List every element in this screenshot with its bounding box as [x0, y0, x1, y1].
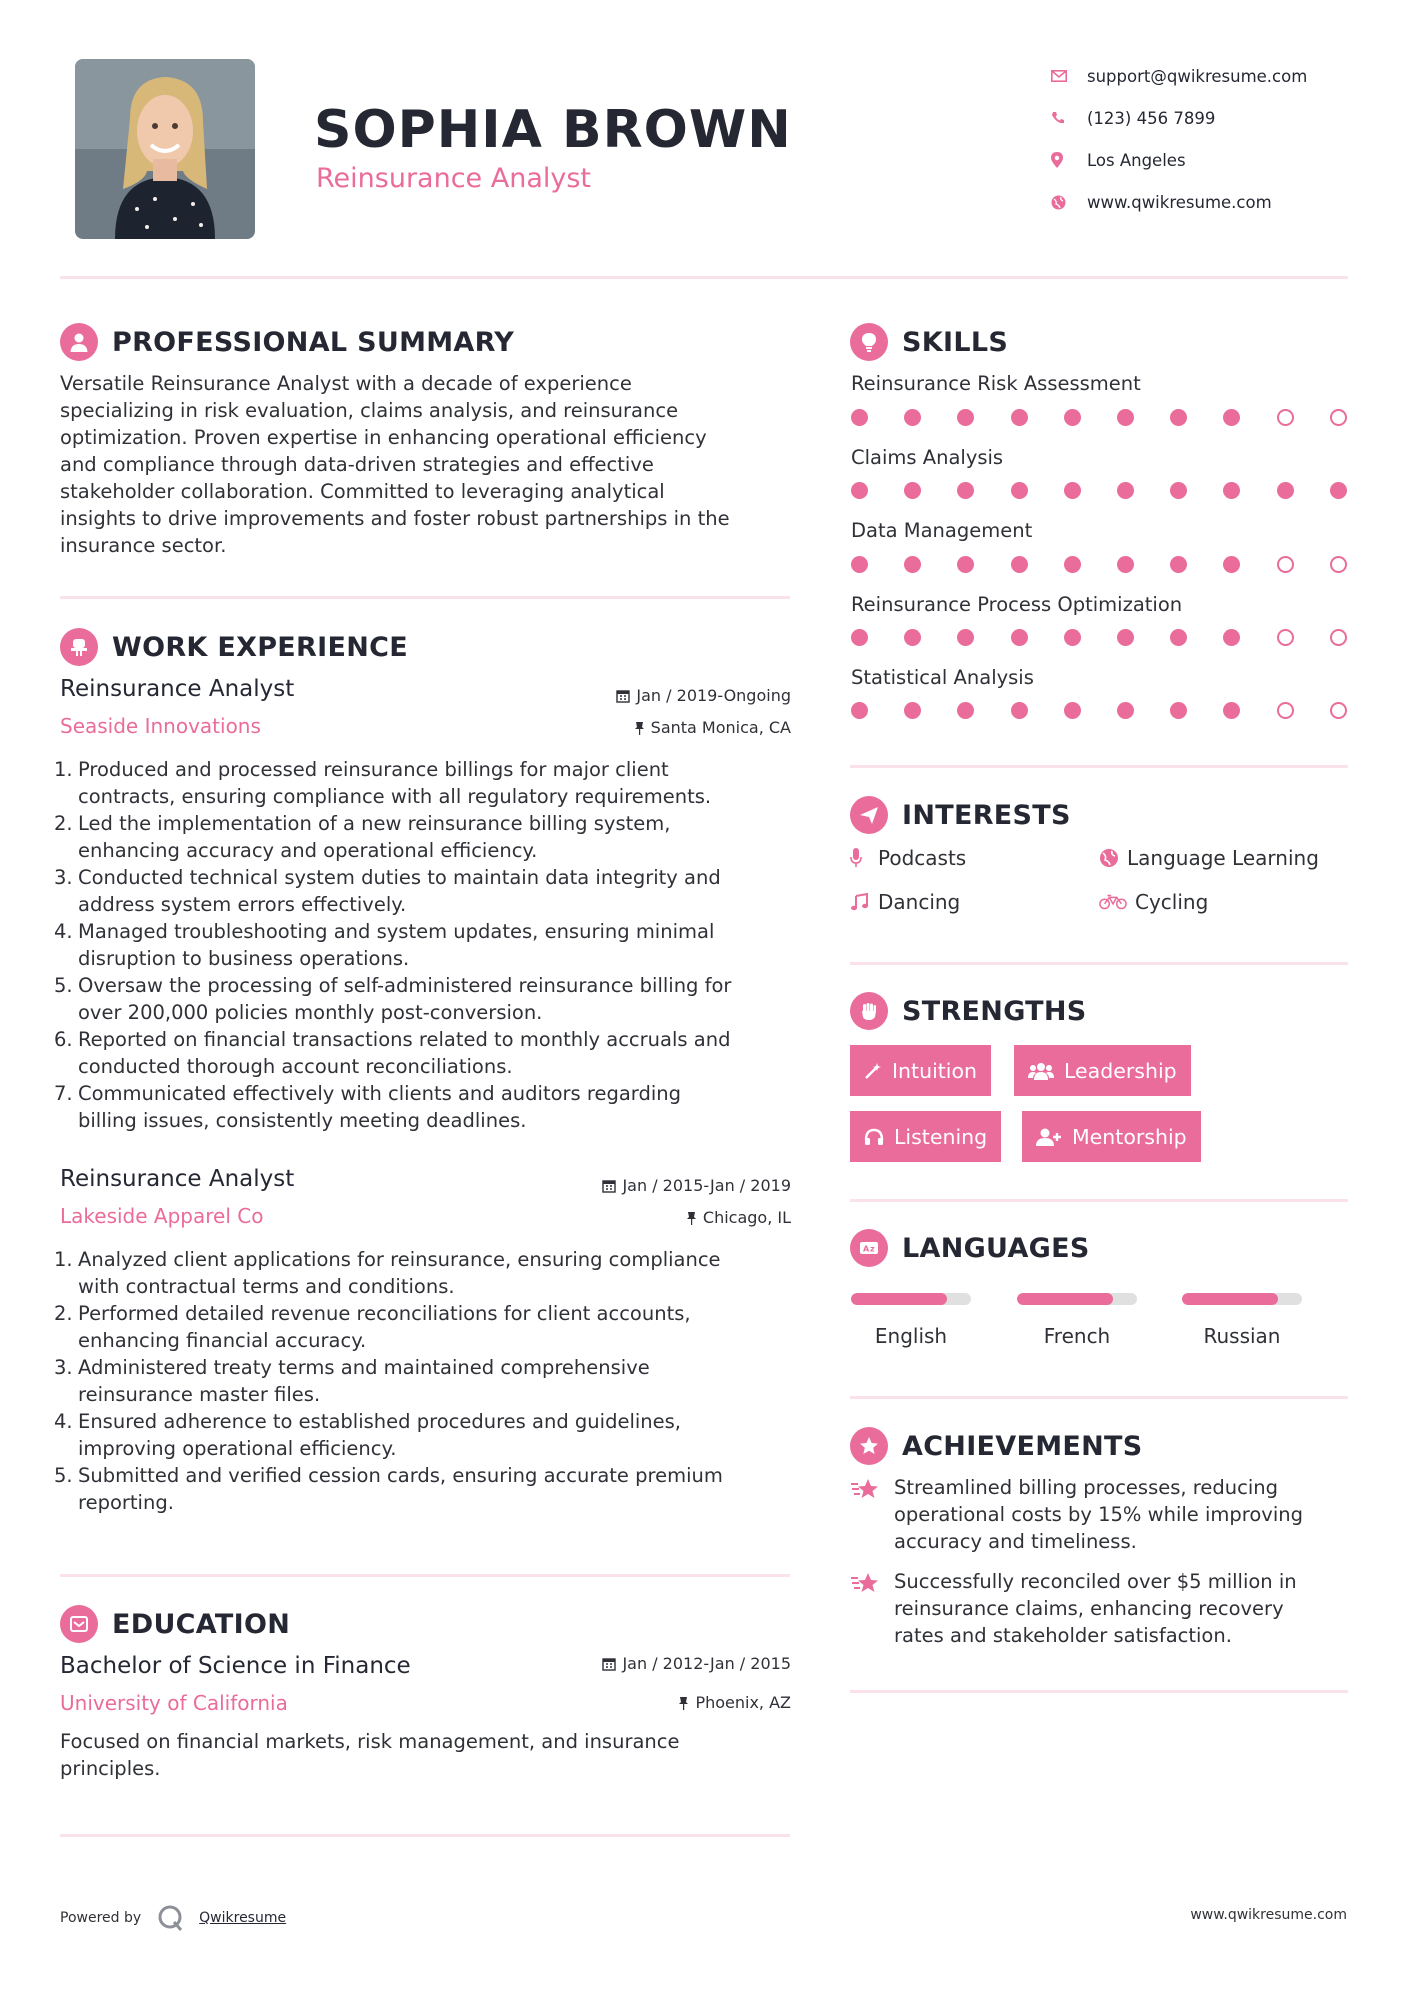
rating-dot-filled — [1064, 629, 1081, 646]
job-company: Lakeside Apparel Co — [60, 1204, 264, 1228]
rating-dot-empty — [1277, 629, 1294, 646]
graduation-icon — [60, 1605, 98, 1643]
rating-dot-filled — [904, 482, 921, 499]
rating-dot-filled — [1170, 556, 1187, 573]
list-item: 3. Conducted technical system duties to maintain data integrity and address system errors effectively. — [54, 866, 721, 916]
rating-dot-filled — [1117, 409, 1134, 426]
website-text: www.qwikresume.com — [1087, 192, 1272, 212]
language-level-bar — [1182, 1293, 1302, 1305]
job-duties — [54, 1246, 800, 1516]
rating-dot-filled — [957, 702, 974, 719]
rating-dot-filled — [1011, 702, 1028, 719]
list-item: 4. Managed troubleshooting and system updates, ensuring minimal disruption to business operations. — [54, 920, 715, 970]
rating-dot-filled — [1117, 629, 1134, 646]
envelope-icon — [1051, 70, 1087, 82]
job-company: Seaside Innovations — [60, 714, 261, 738]
rating-dot-filled — [1170, 409, 1187, 426]
rating-dot-filled — [851, 409, 868, 426]
rating-dot-filled — [957, 409, 974, 426]
rating-dot-empty — [1277, 556, 1294, 573]
skill-label: Reinsurance Process Optimization — [851, 593, 1183, 616]
interest-item: Podcasts — [850, 846, 966, 870]
rating-dot-filled — [851, 482, 868, 499]
language-name: English — [874, 1324, 948, 1348]
user-plus-icon — [1036, 1128, 1062, 1146]
email-text: support@qwikresume.com — [1087, 66, 1308, 86]
interests-divider — [850, 962, 1348, 965]
interest-item: Language Learning — [1099, 846, 1319, 870]
strengths-divider — [850, 1199, 1348, 1202]
list-item: 1. Produced and processed reinsurance billings for major client contracts, ensuring compliance with all regulatory requirements. — [54, 758, 712, 808]
achievements-heading: ACHIEVEMENTS — [850, 1427, 1143, 1465]
contact-email[interactable] — [1051, 55, 1371, 97]
headphones-icon — [864, 1128, 884, 1146]
rating-dot-empty — [1330, 702, 1347, 719]
summary-text: Versatile Reinsurance Analyst with a decade of experience specializing in risk evaluation, claims analysis, and reinsurance optimization. Proven expertise in enhancing operational efficiency and compliance through data-driven strategies and effective stakeholder collaboration. Committed to leveraging analytical insights to drive improvements and foster robust partnerships in the insurance sector. — [60, 372, 730, 557]
job-location: Santa Monica, CA — [634, 718, 791, 737]
phone-text: (123) 456 7899 — [1087, 108, 1216, 128]
education-heading: EDUCATION — [60, 1605, 290, 1643]
contact-phone[interactable] — [1051, 97, 1371, 139]
list-item: 2. Performed detailed revenue reconciliations for client accounts, enhancing financial accuracy. — [54, 1302, 691, 1352]
rating-dot-filled — [904, 556, 921, 573]
strengths-heading: STRENGTHS — [850, 992, 1087, 1030]
calendar-icon — [602, 1657, 616, 1671]
strength-tag: Listening — [850, 1111, 1001, 1162]
list-item: 5. Submitted and verified cession cards, ensuring accurate premium reporting. — [54, 1464, 723, 1514]
rating-dot-filled — [1330, 482, 1347, 499]
map-pin-icon — [1051, 152, 1087, 168]
list-item: 1. Analyzed client applications for reinsurance, ensuring compliance with contractual terms and conditions. — [54, 1248, 721, 1298]
strength-tag: Intuition — [850, 1045, 991, 1096]
strength-tag: Leadership — [1014, 1045, 1191, 1096]
contact-website[interactable] — [1051, 181, 1371, 223]
briefcase-icon — [60, 628, 98, 666]
languages-heading: A z LANGUAGES — [850, 1229, 1090, 1267]
achievement-item: Successfully reconciled over $5 million in reinsurance claims, enhancing recovery rates and stakeholder satisfaction. — [850, 1568, 1348, 1649]
contact-location — [1051, 139, 1371, 181]
skill-rating — [851, 482, 1383, 499]
pushpin-icon — [686, 1211, 697, 1225]
job-date: Jan / 2019-Ongoing — [616, 686, 791, 705]
rating-dot-filled — [957, 556, 974, 573]
rating-dot-filled — [957, 482, 974, 499]
summary-divider — [60, 596, 790, 599]
language-icon — [850, 1229, 888, 1267]
rating-dot-filled — [904, 702, 921, 719]
rating-dot-filled — [1064, 409, 1081, 426]
paper-plane-icon — [850, 796, 888, 834]
skills-divider — [850, 765, 1348, 768]
music-note-icon — [850, 893, 878, 911]
footer-website[interactable]: www.qwikresume.com — [1190, 1907, 1347, 1923]
profile-photo — [75, 59, 255, 239]
rating-dot-empty — [1330, 409, 1347, 426]
rating-dot-filled — [1223, 702, 1240, 719]
rating-dot-empty — [1277, 409, 1294, 426]
languages-divider — [850, 1396, 1348, 1399]
users-icon — [1028, 1062, 1054, 1080]
rating-dot-filled — [1170, 629, 1187, 646]
footer-powered-by: Powered by Qwikresume — [60, 1904, 286, 1932]
language-name: Russian — [1203, 1324, 1281, 1348]
fist-icon — [850, 992, 888, 1030]
svg-text:A: A — [863, 1244, 870, 1254]
skills-heading: SKILLS — [850, 323, 1008, 361]
rating-dot-filled — [904, 629, 921, 646]
qwikresume-logo-icon — [157, 1904, 185, 1932]
list-item: 6. Reported on financial transactions related to monthly accruals and conducted thorough account reconciliations. — [54, 1028, 731, 1078]
rating-dot-filled — [1064, 702, 1081, 719]
education-divider — [60, 1834, 790, 1837]
pushpin-icon — [678, 1696, 689, 1710]
skill-label: Statistical Analysis — [851, 666, 1034, 689]
job-location: Chicago, IL — [686, 1208, 791, 1227]
rating-dot-filled — [851, 629, 868, 646]
experience-divider — [60, 1574, 790, 1577]
rating-dot-filled — [1117, 702, 1134, 719]
calendar-icon — [616, 689, 630, 703]
rating-dot-filled — [957, 629, 974, 646]
experience-heading: WORK EXPERIENCE — [60, 628, 408, 666]
calendar-icon — [602, 1179, 616, 1193]
list-item: 5. Oversaw the processing of self-administered reinsurance billing for over 200,000 policies monthly post-conversion. — [54, 974, 732, 1024]
rating-dot-empty — [1277, 702, 1294, 719]
header-divider — [60, 276, 1348, 279]
rating-dot-filled — [1223, 409, 1240, 426]
candidate-title: Reinsurance Analyst — [316, 163, 592, 194]
user-icon — [60, 323, 98, 361]
job-title: Reinsurance Analyst — [60, 676, 295, 702]
education-location: Phoenix, AZ — [678, 1693, 791, 1712]
skill-rating — [851, 629, 1383, 646]
rating-dot-filled — [851, 702, 868, 719]
microphone-icon — [850, 848, 878, 868]
list-item: 2. Led the implementation of a new reinsurance billing system, enhancing accuracy and operational efficiency. — [54, 812, 671, 862]
rating-dot-empty — [1330, 629, 1347, 646]
star-icon — [850, 1568, 894, 1649]
pushpin-icon — [634, 721, 645, 735]
job-duties — [54, 756, 800, 1134]
list-item: 7. Communicated effectively with clients and auditors regarding billing issues, consistently meeting deadlines. — [54, 1082, 682, 1132]
globe-icon — [1099, 848, 1127, 868]
interest-item: Cycling — [1099, 890, 1208, 914]
job-date: Jan / 2015-Jan / 2019 — [602, 1176, 791, 1195]
skill-rating — [851, 702, 1383, 719]
job-title: Reinsurance Analyst — [60, 1166, 295, 1192]
strength-tag: Mentorship — [1022, 1111, 1201, 1162]
skill-rating — [851, 409, 1383, 426]
rating-dot-filled — [1064, 556, 1081, 573]
svg-text:z: z — [870, 1244, 875, 1254]
contact-block — [1051, 55, 1371, 223]
bicycle-icon — [1099, 893, 1127, 911]
achievements-divider — [850, 1690, 1348, 1693]
degree-title: Bachelor of Science in Finance — [60, 1653, 411, 1679]
skill-label: Data Management — [851, 519, 1033, 542]
language-name: French — [1043, 1324, 1111, 1348]
list-item: 3. Administered treaty terms and maintained comprehensive reinsurance master files. — [54, 1356, 650, 1406]
education-description: Focused on financial markets, risk management, and insurance principles. — [60, 1730, 680, 1780]
star-badge-icon — [850, 1427, 888, 1465]
rating-dot-filled — [1064, 482, 1081, 499]
school-name: University of California — [60, 1691, 288, 1715]
lightbulb-icon — [850, 323, 888, 361]
skill-label: Reinsurance Risk Assessment — [851, 372, 1141, 395]
location-text: Los Angeles — [1087, 150, 1186, 170]
footer-brand-link[interactable]: Qwikresume — [199, 1910, 287, 1926]
rating-dot-filled — [1117, 556, 1134, 573]
rating-dot-filled — [851, 556, 868, 573]
interest-item: Dancing — [850, 890, 960, 914]
magic-wand-icon — [864, 1062, 882, 1080]
list-item: 4. Ensured adherence to established procedures and guidelines, improving operational efficiency. — [54, 1410, 681, 1460]
phone-icon — [1051, 111, 1087, 125]
rating-dot-filled — [1117, 482, 1134, 499]
rating-dot-empty — [1330, 556, 1347, 573]
skill-label: Claims Analysis — [851, 446, 1004, 469]
rating-dot-filled — [1170, 482, 1187, 499]
summary-heading: PROFESSIONAL SUMMARY — [60, 323, 514, 361]
rating-dot-filled — [1011, 556, 1028, 573]
rating-dot-filled — [1170, 702, 1187, 719]
rating-dot-filled — [1223, 482, 1240, 499]
rating-dot-filled — [1277, 482, 1294, 499]
interests-heading: INTERESTS — [850, 796, 1071, 834]
achievement-item: Streamlined billing processes, reducing operational costs by 15% while improving accuracy and timeliness. — [850, 1474, 1348, 1555]
candidate-name: SOPHIA BROWN — [314, 100, 792, 160]
rating-dot-filled — [904, 409, 921, 426]
rating-dot-filled — [1223, 629, 1240, 646]
rating-dot-filled — [1011, 482, 1028, 499]
globe-icon — [1051, 195, 1087, 210]
skill-rating — [851, 556, 1383, 573]
language-level-bar — [1017, 1293, 1137, 1305]
education-date: Jan / 2012-Jan / 2015 — [602, 1654, 791, 1673]
language-level-bar — [851, 1293, 971, 1305]
rating-dot-filled — [1223, 556, 1240, 573]
rating-dot-filled — [1011, 409, 1028, 426]
rating-dot-filled — [1011, 629, 1028, 646]
star-icon — [850, 1474, 894, 1555]
